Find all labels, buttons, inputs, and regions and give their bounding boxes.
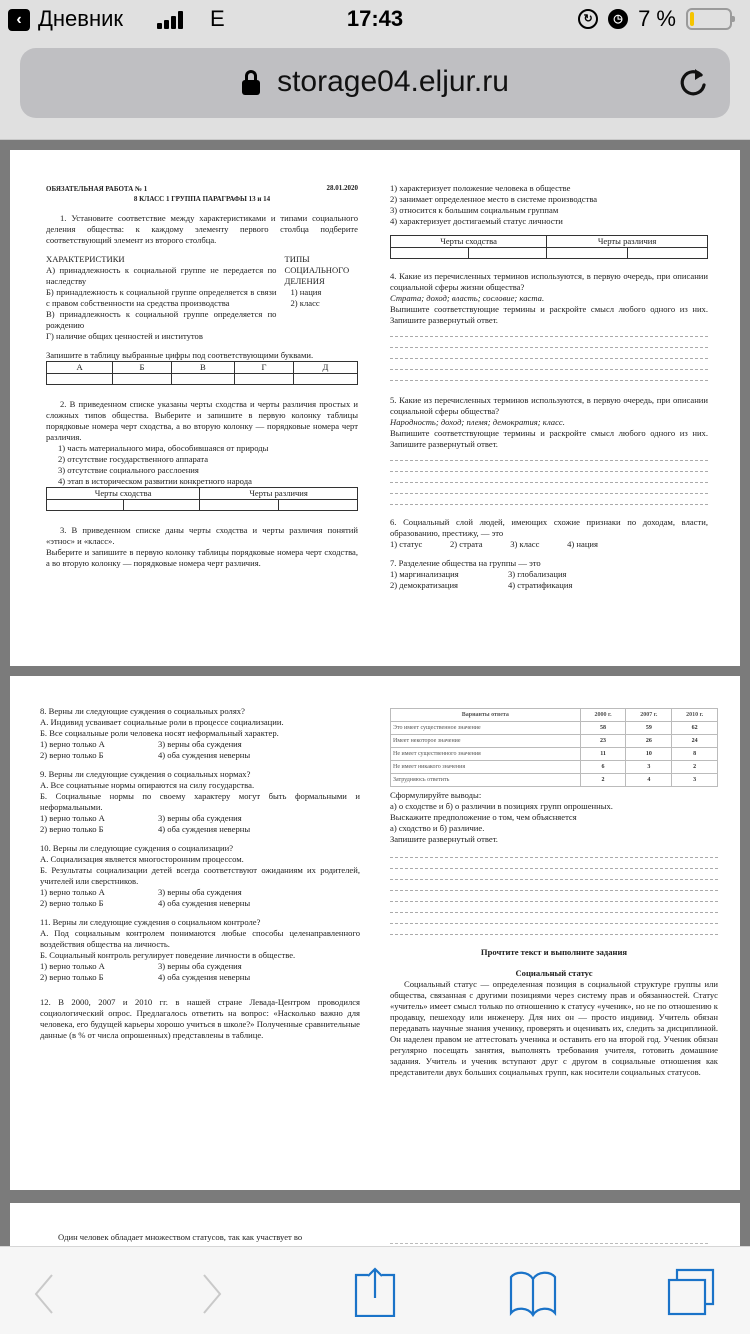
q10-option-1: 1) верно только А <box>40 887 105 897</box>
q8-option-4: 4) оба суждения неверны <box>158 750 251 760</box>
q5-terms: Народность; доход; племя; демократия; класс. <box>390 417 565 427</box>
q2-item-2: 2) отсутствие государственного аппарата <box>58 454 209 464</box>
survey-cell: Затрудняюсь ответить <box>391 774 581 787</box>
q3-item-2: 2) занимает определенное место в системе производства <box>390 194 598 204</box>
chevron-left-icon[interactable] <box>20 1267 70 1317</box>
q9-option-2: 2) верно только Б <box>40 824 104 834</box>
q1-answer-table[interactable] <box>46 361 358 385</box>
alarm-icon: ◷ <box>608 9 628 29</box>
q8-statement-b: Б. Все социальные роли человека носят неформальный характер. <box>40 728 279 738</box>
survey-cell: Не имеет существенного значения <box>391 748 581 761</box>
q1-types-heading: ТИПЫ СОЦИАЛЬНОГО ДЕЛЕНИЯ <box>284 254 350 286</box>
q1-col-d: Д <box>293 362 357 374</box>
q11-statement-a: А. Под социальным контролем понимаются любые способы целенаправленного воздействия общества на личность. <box>40 928 360 949</box>
text-title: Социальный статус <box>515 968 593 978</box>
q3-item-1: 1) характеризует положение человека в обществе <box>390 183 571 193</box>
document-page-2 <box>10 676 740 1190</box>
q3-answer-table[interactable] <box>390 235 708 259</box>
reload-icon[interactable] <box>674 64 712 102</box>
survey-cell: 10 <box>626 748 672 761</box>
browser-top-chrome <box>0 0 750 140</box>
survey-table <box>390 708 718 787</box>
q1-col-g: Г <box>235 362 294 374</box>
q2-different-header: Черты различия <box>200 488 358 500</box>
chevron-right-icon[interactable] <box>186 1267 236 1317</box>
survey-cell: 6 <box>580 761 626 774</box>
clock: 17:43 <box>346 6 404 31</box>
page1-right-column <box>390 183 708 591</box>
q12-task-2: а) о сходстве и б) о различии в позициях групп опрошенных. <box>390 801 613 811</box>
document-page-1 <box>10 150 740 666</box>
back-to-app-icon[interactable]: ‹ <box>8 9 30 31</box>
status-bar <box>0 0 750 40</box>
survey-cell: 23 <box>580 735 626 748</box>
survey-cell: Не имеет никакого значения <box>391 761 581 774</box>
url-text[interactable]: storage04.eljur.ru <box>277 65 509 98</box>
survey-cell: Имеет некоторое значение <box>391 735 581 748</box>
battery-percent: 7 % <box>638 6 676 31</box>
q12-task-1: Сформулируйте выводы: <box>390 790 482 800</box>
q8-options <box>40 739 360 761</box>
q3-similar-header: Черты сходства <box>391 236 547 248</box>
q8-option-3: 3) верны оба суждения <box>158 739 242 749</box>
survey-cell: 2 <box>672 761 718 774</box>
read-text-heading: Прочтите текст и выполните задания <box>480 947 628 957</box>
q10-statement-a: А. Социализация является многосторонним процессом. <box>40 854 244 864</box>
browser-toolbar <box>0 1246 750 1334</box>
survey-row <box>391 722 718 735</box>
q10-option-2: 2) верно только Б <box>40 898 104 908</box>
q2-text: 2. В приведенном списке указаны черты сходства и черты различия простых и сложных типов общества. Выберите и запишите в первую колонку таблицы порядковые номера черт сходства, а во вторую колонку — порядковые номера черт различия. <box>46 399 358 442</box>
survey-cell: 58 <box>580 722 626 735</box>
work-date: 28.01.2020 <box>326 184 358 192</box>
q11-option-3: 3) верны оба суждения <box>158 961 242 971</box>
q9-option-3: 3) верны оба суждения <box>158 813 242 823</box>
q8-text: 8. Верны ли следующие суждения о социальных ролях? <box>40 706 245 716</box>
q2-item-4: 4) этап в историческом развитии конкретного народа <box>58 476 252 486</box>
q5-task: Выпишите соответствующие термины и раскройте смысл любого одного из них. Запишите развернутый ответ. <box>390 428 708 449</box>
bookmarks-icon[interactable] <box>508 1267 558 1317</box>
q1-char-v: В) принадлежность к социальной группе определяется по рождению <box>46 309 277 330</box>
q12-task-3: Выскажите предположение о том, чем объясняется <box>390 812 577 822</box>
page1-left-column <box>46 183 358 569</box>
q2-similar-header: Черты сходства <box>47 488 200 500</box>
survey-row <box>391 735 718 748</box>
q6-options <box>390 539 708 550</box>
q7-option-1: 1) маргинализация <box>390 569 459 579</box>
q5-text: 5. Какие из перечисленных терминов используются, в первую очередь, при описании социальной сферы общества? <box>390 395 708 416</box>
q3-item-3: 3) относится к большим социальным группам <box>390 205 559 215</box>
q9-option-1: 1) верно только А <box>40 813 105 823</box>
battery-icon <box>686 8 732 30</box>
tabs-icon[interactable] <box>666 1267 716 1317</box>
q10-option-3: 3) верны оба суждения <box>158 887 242 897</box>
survey-header-2010: 2010 г. <box>672 709 718 722</box>
q2-item-1: 1) часть материального мира, обособившаяся от природы <box>58 443 269 453</box>
q12-task-5: Запишите развернутый ответ. <box>390 834 498 844</box>
survey-cell: Это имеет существенное значение <box>391 722 581 735</box>
q1-col-v: В <box>171 362 234 374</box>
q12-task-4: а) сходство и б) различие. <box>390 823 485 833</box>
survey-cell: 4 <box>626 774 672 787</box>
q11-options <box>40 961 360 983</box>
work-title: ОБЯЗАТЕЛЬНАЯ РАБОТА № 1 <box>46 185 148 193</box>
q2-answer-table[interactable] <box>46 487 358 511</box>
q8-option-1: 1) верно только А <box>40 739 105 749</box>
q7-options <box>390 569 708 591</box>
q1-char-g: Г) наличие общих ценностей и институтов <box>46 331 203 341</box>
survey-cell: 8 <box>672 748 718 761</box>
q1-col-b: Б <box>113 362 172 374</box>
q8-option-2: 2) верно только Б <box>40 750 104 760</box>
q9-options <box>40 813 360 835</box>
survey-cell: 59 <box>626 722 672 735</box>
text-body: Социальный статус — определенная позиция в социальной структуре группы или общества, связанная с другими позициями через систему прав и обязанностей. Статус «учитель» имеет смысл только по отношению к статусу «ученик», но не по отношению к продавцу, пешеходу или инженеру. Для них он — просто индивид. Учитель обязан передавать научные знания ученику, проверять и оценивать их, следить за дисциплиной. Он наделен правом не аттестовать ученика и оставить его на второй год. Ученик обязан регулярно посещать занятия, выполнять требования учителя, готовить домашние задания. Учитель и ученик вступают друг с другом в социальные отношения как представители двух больших социальных групп, как носители социальных статусов. <box>390 979 718 1077</box>
q1-char-b: Б) принадлежность к социальной группе определяется в связи с правом собственности на средства производства <box>46 287 277 308</box>
q4-task: Выпишите соответствующие термины и раскройте смысл любого одного из них. Запишите развернутый ответ. <box>390 304 708 325</box>
survey-row <box>391 748 718 761</box>
q5-answer-lines[interactable] <box>390 450 708 505</box>
share-icon[interactable] <box>350 1267 400 1317</box>
page3-text: Один человек обладает множеством статусов, так как участвует во <box>58 1232 303 1242</box>
q10-text: 10. Верны ли следующие суждения о социализации? <box>40 843 234 853</box>
q11-option-2: 2) верно только Б <box>40 972 104 982</box>
survey-row <box>391 774 718 787</box>
q12-answer-lines[interactable] <box>390 847 718 935</box>
q4-answer-lines[interactable] <box>390 326 708 381</box>
pdf-viewer[interactable] <box>0 140 750 1246</box>
q12-text: 12. В 2000, 2007 и 2010 гг. в нашей стране Левада-Центром проводился социологический опрос. Предлагалось ответить на вопрос: «Насколько важно для человека, его будущей карьеры хорошо учиться в школе?» Полученные сравнительные данные (в % от числа опрошенных) представлены в таблице. <box>40 997 360 1040</box>
survey-row <box>391 761 718 774</box>
q4-text: 4. Какие из перечисленных терминов используются, в первую очередь, при описании социальной сферы жизни общества? <box>390 271 708 292</box>
q11-text: 11. Верны ли следующие суждения о социальном контроле? <box>40 917 261 927</box>
q1-col-a: А <box>47 362 113 374</box>
back-to-app-label[interactable]: Дневник <box>38 6 124 31</box>
q4-terms: Страта; доход; власть; сословие; каста. <box>390 293 545 303</box>
orientation-lock-icon: ↻ <box>578 9 598 29</box>
survey-cell: 3 <box>626 761 672 774</box>
q10-statement-b: Б. Результаты социализации детей всегда соответствуют ожиданиям их родителей, учителей или сверстников. <box>40 865 360 886</box>
q3-item-4: 4) характеризует достигаемый статус личности <box>390 216 563 226</box>
q9-statement-b: Б. Социальные нормы по своему характеру могут быть формальными и неформальными. <box>40 791 360 812</box>
survey-header-2007: 2007 г. <box>626 709 672 722</box>
q6-option-3: 3) класс <box>510 539 540 549</box>
q7-text: 7. Разделение общества на группы — это <box>390 558 541 568</box>
survey-header-2000: 2000 г. <box>580 709 626 722</box>
q3-text: 3. В приведенном списке даны черты сходства и черты различия понятий «этнос» и «класс». <box>46 525 358 546</box>
q1-char-a: А) принадлежность к социальной группе не передается по наследству <box>46 265 277 286</box>
document-page-3 <box>10 1203 740 1246</box>
survey-cell: 2 <box>580 774 626 787</box>
q9-statement-a: А. Все социатьные нормы опираются на силу государства. <box>40 780 255 790</box>
q11-option-1: 1) верно только А <box>40 961 105 971</box>
q11-statement-b: Б. Социальный контроль регулирует поведение личности в обществе. <box>40 950 296 960</box>
q1-table-caption: Запишите в таблицу выбранные цифры под соответствующими буквами. <box>46 350 314 360</box>
q2-item-3: 3) отсутствие социального расслоения <box>58 465 199 475</box>
q6-option-2: 2) страта <box>450 539 483 549</box>
q1-type-2: 2) класс <box>290 298 320 308</box>
survey-cell: 24 <box>672 735 718 748</box>
q9-text: 9. Верны ли следующие суждения о социальных нормах? <box>40 769 251 779</box>
q6-option-1: 1) статус <box>390 539 423 549</box>
q7-option-4: 4) стратификация <box>508 580 573 590</box>
q6-option-4: 4) нация <box>567 539 598 549</box>
survey-cell: 3 <box>672 774 718 787</box>
network-type: E <box>210 6 225 31</box>
q10-options <box>40 887 360 909</box>
q1-text: 1. Установите соответствие между характеристиками и типами социального деления общества: к каждому элементу первого столбца подберите соответствующий элемент из второго столбца. <box>46 213 358 245</box>
survey-cell: 11 <box>580 748 626 761</box>
q1-char-heading: ХАРАКТЕРИСТИКИ <box>46 254 125 264</box>
survey-cell: 62 <box>672 722 718 735</box>
q3-text-2: Выберите и запишите в первую колонку таблицы порядковые номера черт сходства, а во вторую колонку — порядковые номера черт различия. <box>46 547 358 568</box>
address-bar[interactable] <box>20 48 730 118</box>
q10-option-4: 4) оба суждения неверны <box>158 898 251 908</box>
page2-right-column <box>390 708 718 1078</box>
q8-statement-a: А. Индивид усваивает социальные роли в процессе социализации. <box>40 717 284 727</box>
q3-different-header: Черты различия <box>547 236 708 248</box>
q11-option-4: 4) оба суждения неверны <box>158 972 251 982</box>
survey-header-option: Варианты ответа <box>391 709 581 722</box>
q7-option-3: 3) глобализация <box>508 569 567 579</box>
survey-cell: 26 <box>626 735 672 748</box>
q9-option-4: 4) оба суждения неверны <box>158 824 251 834</box>
work-subtitle: 8 КЛАСС 1 ГРУППА ПАРАГРАФЫ 13 и 14 <box>133 195 271 203</box>
q7-option-2: 2) демократизация <box>390 580 459 590</box>
q6-text: 6. Социальный слой людей, имеющих схожие признаки по доходам, власти, образованию, престижу, — это <box>390 517 708 538</box>
page2-left-column <box>40 706 360 1041</box>
page3-answer-line <box>390 1243 708 1244</box>
q1-type-1: 1) нация <box>290 287 322 297</box>
